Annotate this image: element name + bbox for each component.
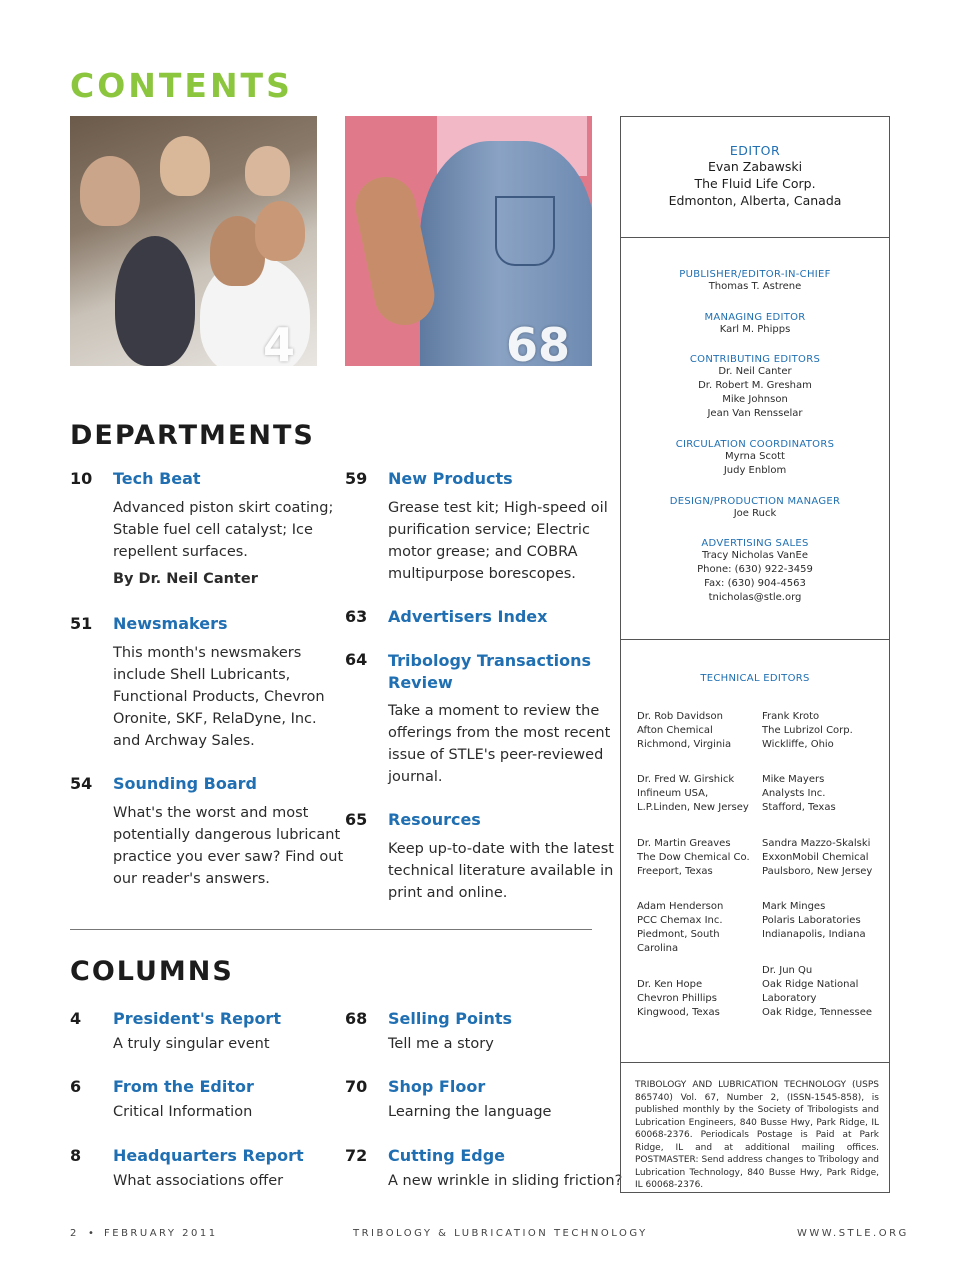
columns-heading: COLUMNS xyxy=(70,956,234,987)
tech-editor-entry: Dr. Martin Greaves The Dow Chemical Co. Freeport, Texas xyxy=(637,838,750,877)
column-title-presidents-report[interactable]: President's Report xyxy=(113,1009,281,1028)
column-title-from-the-editor[interactable]: From the Editor xyxy=(113,1077,254,1096)
column-desc: Learning the language xyxy=(388,1104,552,1120)
dept-desc: Advanced piston skirt coating; Stable fuel cell catalyst; Ice repellent surfaces. xyxy=(113,500,334,560)
dept-desc: Take a moment to review the offerings from the most recent issue of STLE's peer-reviewed journal. xyxy=(388,703,611,785)
technical-editors-heading: TECHNICAL EDITORS xyxy=(700,673,810,684)
dept-desc: Grease test kit; High-speed oil purification service; Electric motor grease; and COBRA multipurpose borescopes. xyxy=(388,500,608,582)
column-page-number: 68 xyxy=(345,1009,368,1028)
footer-bullet: • xyxy=(88,1228,97,1239)
footer-magazine-title: TRIBOLOGY & LUBRICATION TECHNOLOGY xyxy=(353,1228,648,1239)
column-desc: What associations offer xyxy=(113,1173,284,1189)
column-page-number: 4 xyxy=(70,1009,82,1028)
tech-editor-entry: Sandra Mazzo-Skalski ExxonMobil Chemical Paulsboro, New Jersey xyxy=(762,838,873,877)
staff-advertising: ADVERTISING SALES Tracy Nicholas VanEe Phone: (630) 922-3459 Fax: (630) 904-4563 tnicholas@stle.org xyxy=(621,538,889,605)
tech-editor-entry: Adam Henderson PCC Chemax Inc. Piedmont, South Carolina xyxy=(637,901,724,954)
page-title: CONTENTS xyxy=(70,66,293,105)
masthead-divider xyxy=(621,1062,889,1063)
staff-circulation: CIRCULATION COORDINATORS Myrna Scott Judy Enblom xyxy=(675,439,835,476)
dept-desc: Keep up-to-date with the latest technical literature available in print and online. xyxy=(388,841,614,901)
dept-page-number: 51 xyxy=(70,614,93,633)
dept-title-resources[interactable]: Resources xyxy=(388,810,481,829)
editor-block: EDITOR Evan Zabawski The Fluid Life Corp. Edmonton, Alberta, Canada xyxy=(668,143,842,208)
column-desc: Tell me a story xyxy=(388,1036,494,1052)
section-divider xyxy=(70,929,592,930)
photo-jeans-pocket xyxy=(345,116,592,366)
column-title-headquarters-report[interactable]: Headquarters Report xyxy=(113,1146,304,1165)
tech-editor-entry: Mike Mayers Analysts Inc. Stafford, Texas xyxy=(762,774,836,813)
masthead-divider xyxy=(621,237,889,238)
publication-statement: TRIBOLOGY AND LUBRICATION TECHNOLOGY (USPS 865740) Vol. 67, Number 2, (ISSN-1545-858), is published monthly by the Society of Tribologists and Lubrication Engineers, 840 Busse Hwy, Park Ridge, IL 60068-2376. Periodicals Postage is Paid at Park Ridge, IL and at additional mailing offices. POSTMASTER: Send address changes to Tribology and Lubrication Technology, 840 Busse Hwy, Park Ridge, IL 60068-2376. xyxy=(635,1080,879,1190)
dept-page-number: 65 xyxy=(345,810,368,829)
photo-page-number: 68 xyxy=(505,318,570,366)
dept-title-new-products[interactable]: New Products xyxy=(388,469,513,488)
dept-title-advertisers-index[interactable]: Advertisers Index xyxy=(388,607,548,626)
staff-managing-editor: MANAGING EDITOR Karl M. Phipps xyxy=(704,312,806,335)
footer-url[interactable]: WWW.STLE.ORG xyxy=(797,1228,909,1239)
column-title-selling-points[interactable]: Selling Points xyxy=(388,1009,513,1028)
staff-design-production: DESIGN/PRODUCTION MANAGER Joe Ruck xyxy=(669,496,841,519)
column-page-number: 8 xyxy=(70,1146,82,1165)
tech-editor-entry: Dr. Fred W. Girshick Infineum USA, L.P.Linden, New Jersey xyxy=(637,774,749,813)
dept-page-number: 59 xyxy=(345,469,368,488)
photo-page-number: 4 xyxy=(262,318,295,366)
photo-seminar-audience xyxy=(70,116,317,366)
advertising-email-link[interactable]: tnicholas@stle.org xyxy=(708,592,802,603)
tech-editor-entry: Dr. Rob Davidson Afton Chemical Richmond, Virginia xyxy=(637,711,732,750)
masthead-box xyxy=(620,116,890,1193)
dept-page-number: 63 xyxy=(345,607,368,626)
column-page-number: 72 xyxy=(345,1146,368,1165)
footer-date: FEBRUARY 2011 xyxy=(104,1228,218,1239)
staff-publisher: PUBLISHER/EDITOR-IN-CHIEF Thomas T. Astrene xyxy=(679,269,831,292)
masthead-divider xyxy=(621,639,889,640)
tech-editor-entry: Dr. Ken Hope Chevron Phillips Kingwood, Texas xyxy=(637,979,720,1018)
dept-page-number: 10 xyxy=(70,469,93,488)
dept-page-number: 64 xyxy=(345,650,368,669)
tech-editor-entry: Frank Kroto The Lubrizol Corp. Wickliffe, Ohio xyxy=(762,711,853,750)
tech-editor-entry: Dr. Jun Qu Oak Ridge National Laboratory Oak Ridge, Tennessee xyxy=(762,965,873,1018)
tech-editor-entry: Mark Minges Polaris Laboratories Indianapolis, Indiana xyxy=(762,901,866,940)
dept-title-tribology-transactions[interactable]: Tribology Transactions Review xyxy=(388,651,591,692)
column-title-shop-floor[interactable]: Shop Floor xyxy=(388,1077,486,1096)
column-desc: A truly singular event xyxy=(113,1036,270,1052)
dept-byline: By Dr. Neil Canter xyxy=(113,571,258,587)
dept-title-tech-beat[interactable]: Tech Beat xyxy=(113,469,201,488)
column-page-number: 70 xyxy=(345,1077,368,1096)
dept-desc: What's the worst and most potentially dangerous lubricant practice you ever saw? Find out our reader's answers. xyxy=(113,805,344,887)
column-title-cutting-edge[interactable]: Cutting Edge xyxy=(388,1146,506,1165)
dept-title-newsmakers[interactable]: Newsmakers xyxy=(113,614,228,633)
dept-page-number: 54 xyxy=(70,774,93,793)
dept-desc: This month's newsmakers include Shell Lubricants, Functional Products, Chevron Oronite, SKF, RelaDyne, Inc. and Archway Sales. xyxy=(113,645,325,749)
footer-page-number: 2 xyxy=(70,1228,79,1239)
column-desc: A new wrinkle in sliding friction? xyxy=(388,1173,623,1189)
staff-contributing-editors: CONTRIBUTING EDITORS Dr. Neil Canter Dr. Robert M. Gresham Mike Johnson Jean Van Rensselar xyxy=(689,354,821,419)
column-page-number: 6 xyxy=(70,1077,82,1096)
departments-heading: DEPARTMENTS xyxy=(70,420,315,451)
dept-title-sounding-board[interactable]: Sounding Board xyxy=(113,774,257,793)
column-desc: Critical Information xyxy=(113,1104,253,1120)
